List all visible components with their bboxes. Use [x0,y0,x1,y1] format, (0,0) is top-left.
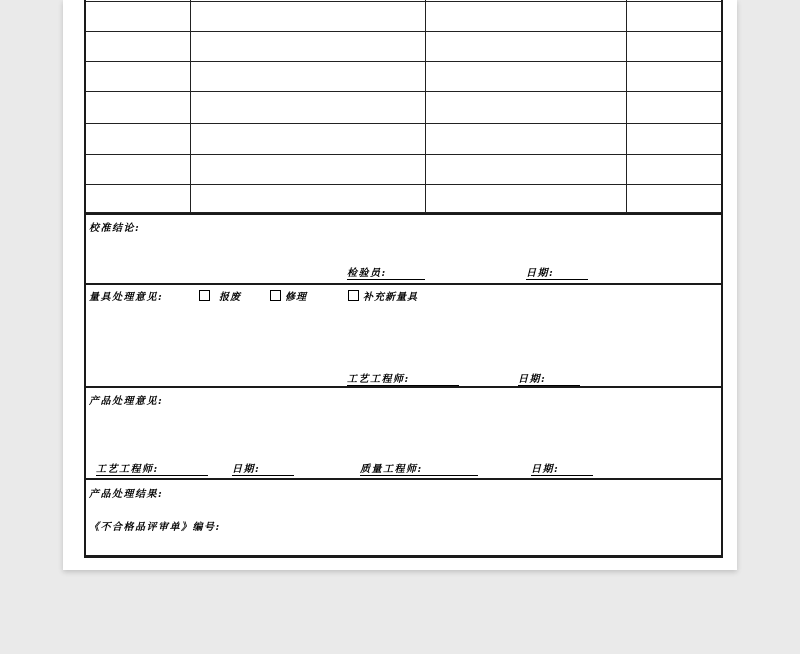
gauge-disposition-label: 量具处理意见: [89,292,164,303]
repair-option-label: 修理 [285,292,307,303]
table-cell[interactable] [627,92,721,123]
inspector-date-field[interactable]: 日期: [526,264,588,280]
option-scrap[interactable] [199,288,241,303]
table-cell[interactable] [86,155,191,184]
table-cell[interactable] [191,92,426,123]
document-page [63,0,737,570]
quality-engineer-date-field[interactable]: 日期: [531,460,593,476]
table-cell[interactable] [191,155,426,184]
table-cell[interactable] [426,92,627,123]
table-cell[interactable] [426,62,627,91]
table-cell[interactable] [86,124,191,154]
product-disposition-label: 产品处理意见: [89,396,164,407]
option-replace-new-gauge[interactable] [348,288,418,303]
section-product-disposition[interactable] [86,386,721,478]
process-engineer-signature-field[interactable]: 工艺工程师: [347,370,459,386]
table-row [86,124,721,155]
table-cell[interactable] [191,62,426,91]
product-result-label: 产品处理结果: [89,489,164,500]
table-cell[interactable] [86,0,191,1]
process-engineer-date-field[interactable]: 日期: [518,370,580,386]
table-cell[interactable] [627,0,721,1]
repair-checkbox-icon[interactable] [270,290,281,301]
table-cell[interactable] [191,185,426,212]
option-repair[interactable] [270,288,307,303]
table-cell[interactable] [191,32,426,61]
table-cell[interactable] [426,155,627,184]
scrap-option-label: 报废 [219,292,241,303]
table-row [86,185,721,213]
table-cell[interactable] [191,0,426,1]
table-cell[interactable] [426,2,627,31]
calibration-conclusion-label: 校准结论: [89,223,141,234]
product-process-engineer-signature-field[interactable]: 工艺工程师: [96,460,208,476]
table-row [86,92,721,124]
table-cell[interactable] [86,92,191,123]
table-cell[interactable] [191,124,426,154]
table-cell[interactable] [86,2,191,31]
table-cell[interactable] [627,155,721,184]
table-cell[interactable] [426,185,627,212]
table-cell[interactable] [426,0,627,1]
section-calibration-conclusion[interactable] [86,213,721,283]
form-table [86,0,721,213]
table-cell[interactable] [86,62,191,91]
form-box [84,0,723,558]
table-cell[interactable] [426,124,627,154]
table-cell[interactable] [627,124,721,154]
table-cell[interactable] [86,32,191,61]
quality-engineer-signature-field[interactable]: 质量工程师: [360,460,478,476]
table-cell[interactable] [627,185,721,212]
section-gauge-disposition[interactable] [86,283,721,386]
inspector-signature-field[interactable]: 检验员: [347,264,425,280]
ncr-number-label: 《不合格品评审单》编号: [89,522,221,533]
product-process-engineer-date-field[interactable]: 日期: [232,460,294,476]
table-cell[interactable] [86,185,191,212]
table-cell[interactable] [191,2,426,31]
table-row [86,155,721,185]
scrap-checkbox-icon[interactable] [199,290,210,301]
table-cell[interactable] [627,62,721,91]
table-cell[interactable] [627,32,721,61]
table-row [86,62,721,92]
table-row [86,2,721,32]
table-cell[interactable] [627,2,721,31]
table-cell[interactable] [426,32,627,61]
table-row [86,32,721,62]
section-product-result[interactable] [86,478,721,555]
replace-new-gauge-option-label: 补充新量具 [363,292,418,303]
replace-new-gauge-checkbox-icon[interactable] [348,290,359,301]
